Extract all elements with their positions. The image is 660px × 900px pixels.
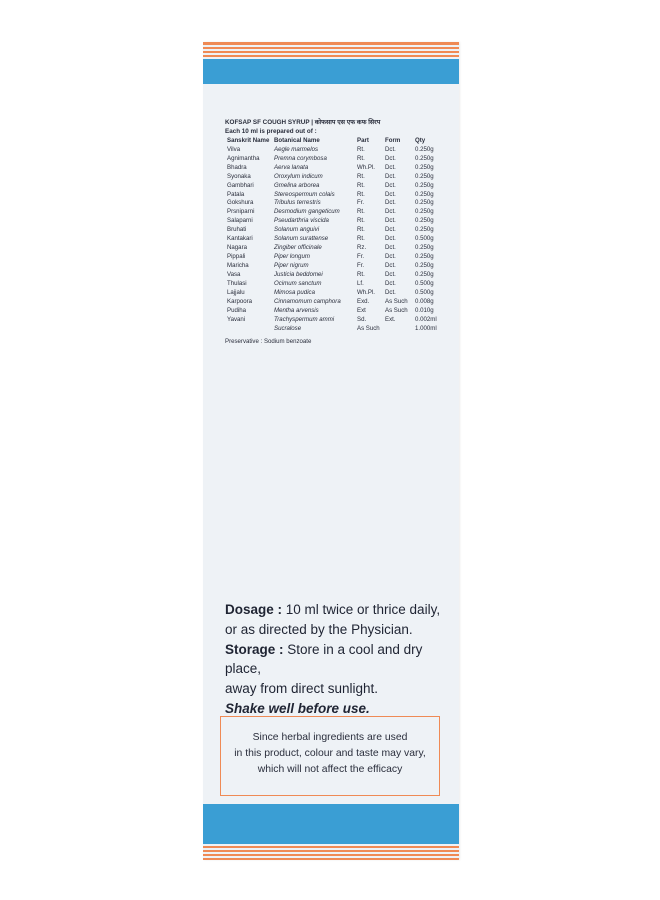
- part: Rt.: [357, 172, 365, 180]
- qty: 0.250g: [415, 226, 434, 234]
- composition-subtitle: Each 10 ml is prepared out of :: [225, 127, 317, 135]
- directions-block: [225, 600, 457, 719]
- herbal-variation-notice: [220, 716, 440, 796]
- part: Wh.Pl.: [357, 288, 375, 296]
- table-row: [225, 307, 450, 316]
- table-row: [225, 173, 450, 182]
- botanical-name: Tribulus terrestris: [274, 199, 321, 207]
- table-row: [225, 262, 450, 271]
- notice-line-3: which will not affect the efficacy: [257, 763, 403, 775]
- sanskrit-name: Prsniparni: [227, 208, 255, 216]
- sanskrit-name: Karpoora: [227, 297, 253, 305]
- qty: 0.250g: [415, 181, 434, 189]
- sanskrit-name: Vasa: [227, 270, 241, 278]
- sanskrit-name: Agnimantha: [227, 154, 260, 162]
- part: Exd.: [357, 297, 370, 305]
- qty: 0.500g: [415, 235, 434, 243]
- qty: 0.250g: [415, 190, 434, 198]
- botanical-name: Mentha arvensis: [274, 306, 319, 314]
- preservative-note: Preservative : Sodium benzoate: [225, 337, 312, 345]
- form: Dct.: [385, 279, 396, 287]
- table-row: [225, 199, 450, 208]
- qty: 0.500g: [415, 288, 434, 296]
- form: Dct.: [385, 208, 396, 216]
- header-botanical: Botanical Name: [274, 136, 320, 144]
- product-box-side-panel: [203, 42, 459, 860]
- header-part: Part: [357, 136, 369, 144]
- storage-line: [225, 640, 457, 680]
- qty: 0.250g: [415, 217, 434, 225]
- sanskrit-name: Gokshura: [227, 199, 254, 207]
- form: Dct.: [385, 270, 396, 278]
- table-row: [225, 164, 450, 173]
- sanskrit-name: Patala: [227, 190, 245, 198]
- part: Rt.: [357, 208, 365, 216]
- form: Dct.: [385, 172, 396, 180]
- form: As Such: [385, 306, 408, 314]
- form: Dct.: [385, 253, 396, 261]
- table-row: [225, 155, 450, 164]
- botanical-name: Cinnamomum camphora: [274, 297, 341, 305]
- sanskrit-name: Syonaka: [227, 172, 251, 180]
- part: Rt.: [357, 145, 365, 153]
- botanical-name: Desmodium gangeticum: [274, 208, 340, 216]
- sanskrit-name: Vilva: [227, 145, 241, 153]
- qty: 0.250g: [415, 262, 434, 270]
- table-row: [225, 191, 450, 200]
- form: Dct.: [385, 217, 396, 225]
- qty: 0.250g: [415, 163, 434, 171]
- sanskrit-name: Bruhati: [227, 226, 247, 234]
- botanical-name: Ocimum sanctum: [274, 279, 322, 287]
- part: Wh.Pl.: [357, 163, 375, 171]
- sanskrit-name: Gambhari: [227, 181, 254, 189]
- qty: 0.500g: [415, 279, 434, 287]
- botanical-name: Gmelina arborea: [274, 181, 320, 189]
- table-row: [225, 253, 450, 262]
- part: Fr.: [357, 253, 365, 261]
- form: Dct.: [385, 190, 396, 198]
- table-row: [225, 298, 450, 307]
- form: Dct.: [385, 145, 396, 153]
- botanical-name: Trachyspermum ammi: [274, 315, 335, 323]
- qty: 0.250g: [415, 253, 434, 261]
- notice-line-2: in this product, colour and taste may vary,: [234, 747, 426, 759]
- qty: 0.250g: [415, 172, 434, 180]
- table-row: [225, 208, 450, 217]
- part: Fr.: [357, 262, 365, 270]
- sanskrit-name: Bhadra: [227, 163, 247, 171]
- sanskrit-name: Pudiha: [227, 306, 246, 314]
- form: As Such: [385, 297, 408, 305]
- table-row: [225, 271, 450, 280]
- form: Ext.: [385, 315, 396, 323]
- shake-instruction: Shake well before use.: [225, 700, 370, 716]
- table-row: [225, 280, 450, 289]
- table-row: [225, 244, 450, 253]
- bottom-decorative-band: [203, 804, 459, 860]
- storage-text: Store in a cool and dry place,: [225, 641, 423, 677]
- qty: 0.250g: [415, 199, 434, 207]
- dosage-line: [225, 600, 457, 620]
- dosage-text-continued: or as directed by the Physician.: [225, 621, 413, 637]
- form: Dct.: [385, 181, 396, 189]
- sanskrit-name: Nagara: [227, 244, 247, 252]
- part: As Such: [357, 324, 380, 332]
- sanskrit-name: Yavani: [227, 315, 246, 323]
- part: Rt.: [357, 190, 365, 198]
- form: Dct.: [385, 288, 396, 296]
- sanskrit-name: Lajjalu: [227, 288, 245, 296]
- storage-label: Storage :: [225, 641, 284, 657]
- botanical-name: Mimosa pudica: [274, 288, 315, 296]
- table-row: [225, 289, 450, 298]
- qty: 0.250g: [415, 208, 434, 216]
- botanical-name: Aegle marmelos: [274, 145, 319, 153]
- part: Rt.: [357, 226, 365, 234]
- table-row: [225, 217, 450, 226]
- form: Dct.: [385, 226, 396, 234]
- part: Rt.: [357, 181, 365, 189]
- table-row: [225, 146, 450, 155]
- botanical-name: Piper nigrum: [274, 262, 309, 270]
- qty: 0.002ml: [415, 315, 437, 323]
- botanical-name: Solanum anguivi: [274, 226, 320, 234]
- table-row: [225, 316, 450, 325]
- part: Rt.: [357, 154, 365, 162]
- table-row: [225, 182, 450, 191]
- part: Rt.: [357, 217, 365, 225]
- part: Lf.: [357, 279, 364, 287]
- table-row: [225, 325, 450, 334]
- table-body: [225, 146, 450, 334]
- botanical-name: Sucralose: [274, 324, 302, 332]
- top-decorative-band: [203, 42, 459, 84]
- dosage-text: 10 ml twice or thrice daily,: [282, 602, 441, 617]
- qty: 0.250g: [415, 145, 434, 153]
- sanskrit-name: Salaparni: [227, 217, 253, 225]
- botanical-name: Piper longum: [274, 253, 310, 261]
- sanskrit-name: Kantakari: [227, 235, 253, 243]
- table-row: [225, 226, 450, 235]
- notice-line-1: Since herbal ingredients are used: [252, 732, 408, 743]
- product-title: KOFSAP SF COUGH SYRUP | कोफसाप एस एफ कफ सिरप: [225, 119, 381, 126]
- part: Ext: [357, 306, 366, 314]
- sanskrit-name: Maricha: [227, 262, 249, 270]
- part: Rt.: [357, 235, 365, 243]
- qty: 0.010g: [415, 306, 434, 314]
- header-sanskrit: Sanskrit Name: [227, 136, 270, 144]
- form: Dct.: [385, 154, 396, 162]
- qty: 0.250g: [415, 154, 434, 162]
- qty: 0.250g: [415, 270, 434, 278]
- botanical-name: Premna corymbosa: [274, 154, 327, 162]
- ingredients-table: [225, 119, 450, 346]
- dosage-label: Dosage :: [225, 602, 283, 617]
- botanical-name: Stereospermum colais: [274, 190, 335, 198]
- form: Dct.: [385, 244, 396, 252]
- botanical-name: Aerva lanata: [274, 163, 309, 171]
- botanical-name: Oroxylum indicum: [274, 172, 323, 180]
- header-qty: Qty: [415, 136, 426, 144]
- botanical-name: Solanum surattense: [274, 235, 329, 243]
- form: Dct.: [385, 163, 396, 171]
- sanskrit-name: Pippali: [227, 253, 246, 261]
- qty: 1.000ml: [415, 324, 437, 332]
- botanical-name: Zingiber officinale: [274, 244, 322, 252]
- part: Sd.: [357, 315, 367, 323]
- qty: 0.008g: [415, 297, 434, 305]
- part: Rt.: [357, 270, 365, 278]
- qty: 0.250g: [415, 244, 434, 252]
- form: Dct.: [385, 199, 396, 207]
- sanskrit-name: Thulasi: [227, 279, 247, 287]
- header-form: Form: [385, 136, 401, 144]
- form: Dct.: [385, 262, 396, 270]
- form: Dct.: [385, 235, 396, 243]
- botanical-name: Justicia beddomei: [274, 270, 323, 278]
- part: Rz.: [357, 244, 367, 252]
- table-header: [225, 137, 450, 146]
- botanical-name: Pseudarthria viscida: [274, 217, 329, 225]
- table-row: [225, 235, 450, 244]
- storage-text-continued: away from direct sunlight.: [225, 681, 379, 697]
- part: Fr.: [357, 199, 365, 207]
